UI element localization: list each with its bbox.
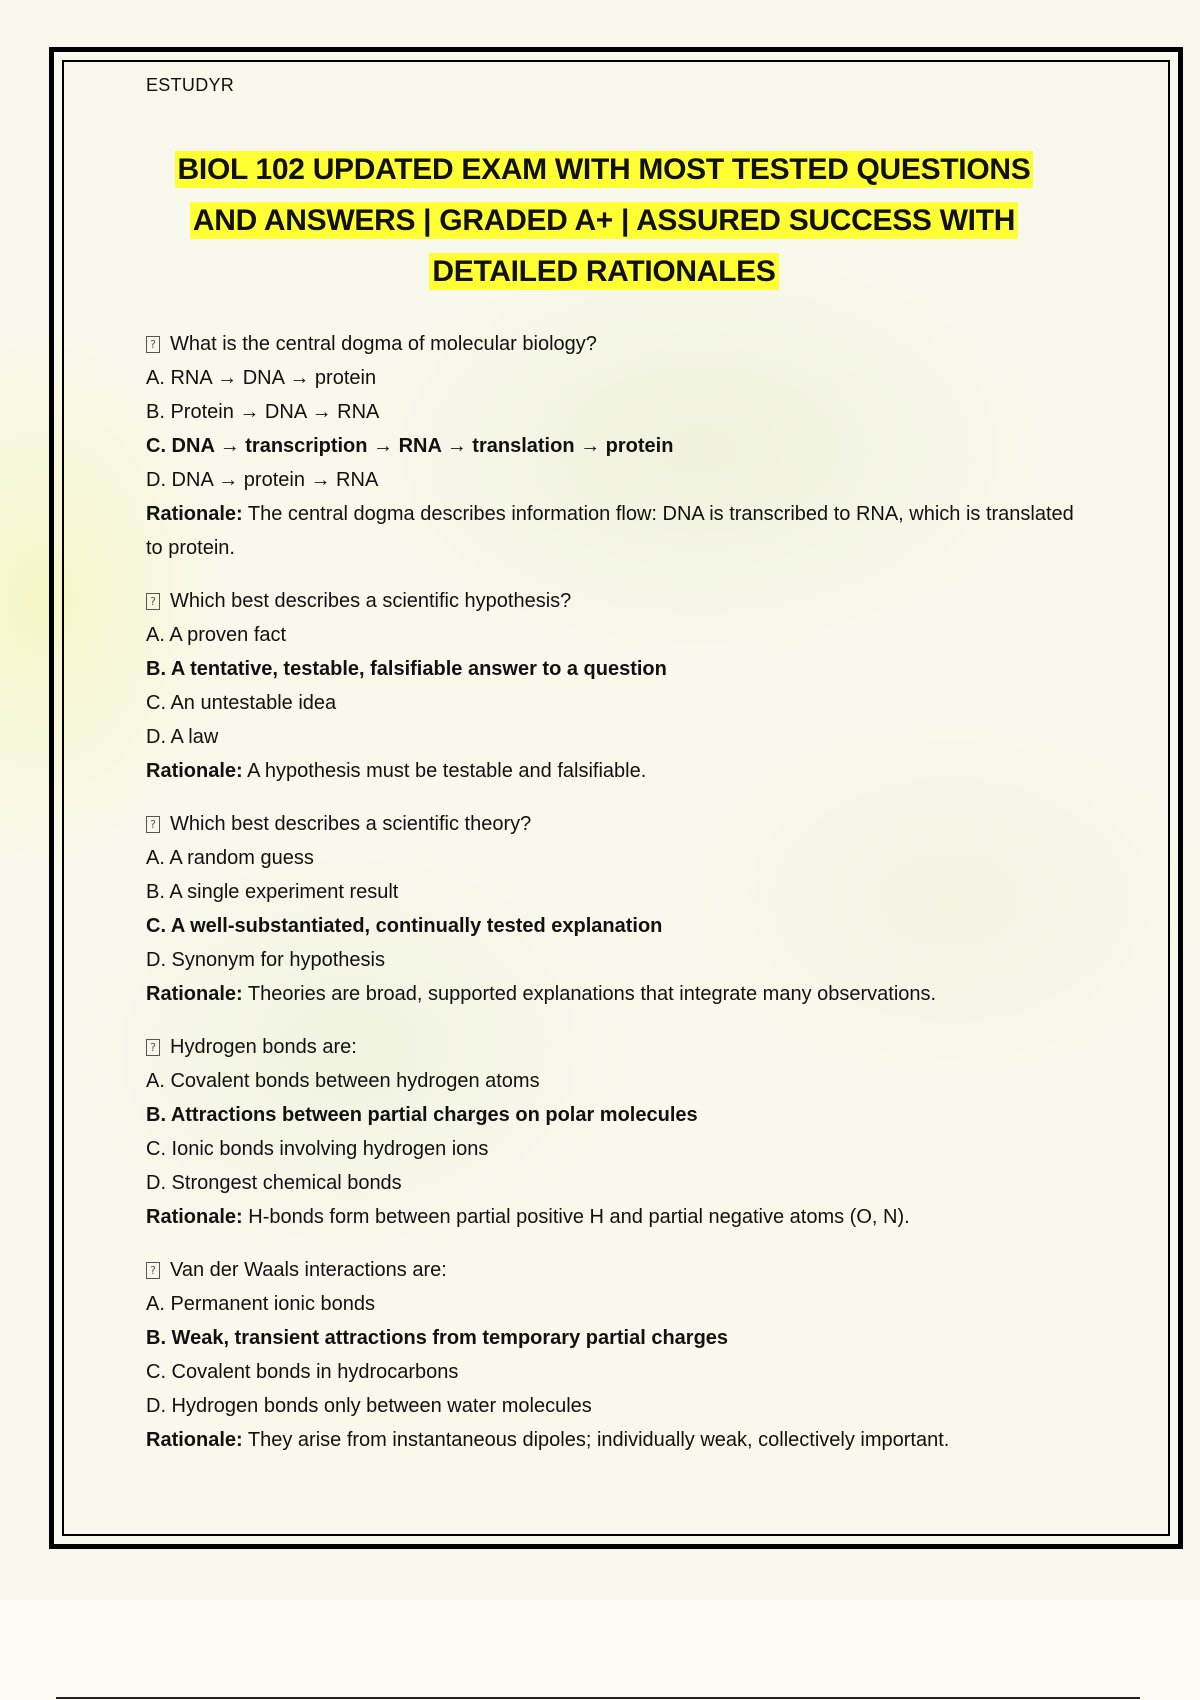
question-block <box>146 1030 1076 1234</box>
rationale-label: Rationale: <box>146 1206 243 1228</box>
answer-option: D. A law <box>146 726 219 748</box>
brand-label: ESTUDYR <box>146 75 235 95</box>
document-content <box>146 72 1076 1476</box>
question-block <box>146 584 1076 788</box>
question-marker-icon: ? <box>146 336 160 353</box>
answer-option-correct: B. Attractions between partial charges on polar molecules <box>146 1104 698 1126</box>
answer-option: B. A single experiment result <box>146 881 399 903</box>
answer-option: A. Covalent bonds between hydrogen atoms <box>146 1070 540 1092</box>
rationale-label: Rationale: <box>146 503 243 525</box>
rationale <box>146 1200 1076 1234</box>
answer-option: C. Covalent bonds in hydrocarbons <box>146 1361 459 1383</box>
rationale <box>146 754 1076 788</box>
answer-option: B. Protein → DNA → RNA <box>146 401 380 423</box>
answer-option-correct: C. DNA → transcription → RNA → translation → protein <box>146 435 674 457</box>
rationale <box>146 977 1076 1011</box>
rationale <box>146 497 1076 565</box>
question-text-line <box>146 1253 1076 1287</box>
answer-option-correct: C. A well-substantiated, continually tested explanation <box>146 915 663 937</box>
rationale-label: Rationale: <box>146 983 243 1005</box>
question-text-line <box>146 1030 1076 1064</box>
answer-option: D. Strongest chemical bonds <box>146 1172 402 1194</box>
answer-option: C. Ionic bonds involving hydrogen ions <box>146 1138 489 1160</box>
question-text: What is the central dogma of molecular biology? <box>170 333 597 355</box>
question-block <box>146 807 1076 1011</box>
rationale-text: A hypothesis must be testable and falsifiable. <box>247 760 647 782</box>
answer-option: D. Hydrogen bonds only between water molecules <box>146 1395 592 1417</box>
question-marker-icon: ? <box>146 1262 160 1279</box>
answer-option: A. Permanent ionic bonds <box>146 1293 376 1315</box>
title-line-1: BIOL 102 UPDATED EXAM WITH MOST TESTED QUESTIONS <box>175 151 1034 188</box>
answer-option: A. A proven fact <box>146 624 287 646</box>
question-text: Which best describes a scientific theory? <box>170 813 532 835</box>
answer-option: D. Synonym for hypothesis <box>146 949 385 971</box>
question-text-line <box>146 807 1076 841</box>
rationale <box>146 1423 1076 1457</box>
question-block <box>146 327 1076 565</box>
title-line-3: DETAILED RATIONALES <box>429 253 778 290</box>
answer-option: D. DNA → protein → RNA <box>146 469 379 491</box>
rationale-label: Rationale: <box>146 1429 243 1451</box>
answer-option: A. RNA → DNA → protein <box>146 367 377 389</box>
question-text-line <box>146 584 1076 618</box>
answer-option-correct: B. Weak, transient attractions from temporary partial charges <box>146 1327 729 1349</box>
question-block <box>146 1253 1076 1457</box>
rationale-text: H-bonds form between partial positive H and partial negative atoms (O, N). <box>248 1206 910 1228</box>
rationale-text: The central dogma describes information flow: DNA is transcribed to RNA, which is translated to protein. <box>146 503 1074 559</box>
rationale-label: Rationale: <box>146 760 243 782</box>
answer-option: C. An untestable idea <box>146 692 337 714</box>
answer-option: A. A random guess <box>146 847 314 869</box>
rationale-text: Theories are broad, supported explanations that integrate many observations. <box>247 983 937 1005</box>
answer-option-correct: B. A tentative, testable, falsifiable answer to a question <box>146 658 667 680</box>
rationale-text: They arise from instantaneous dipoles; individually weak, collectively important. <box>247 1429 950 1451</box>
title-line-2: AND ANSWERS | GRADED A+ | ASSURED SUCCESS WITH <box>190 202 1018 239</box>
question-marker-icon: ? <box>146 816 160 833</box>
document-title <box>126 144 1082 297</box>
question-text: Van der Waals interactions are: <box>170 1259 447 1281</box>
footer-divider <box>56 1697 1140 1699</box>
question-marker-icon: ? <box>146 1039 160 1056</box>
question-text-line <box>146 327 1076 361</box>
question-list <box>146 327 1076 1457</box>
question-text: Which best describes a scientific hypothesis? <box>170 590 572 612</box>
question-text: Hydrogen bonds are: <box>170 1036 357 1058</box>
question-marker-icon: ? <box>146 593 160 610</box>
